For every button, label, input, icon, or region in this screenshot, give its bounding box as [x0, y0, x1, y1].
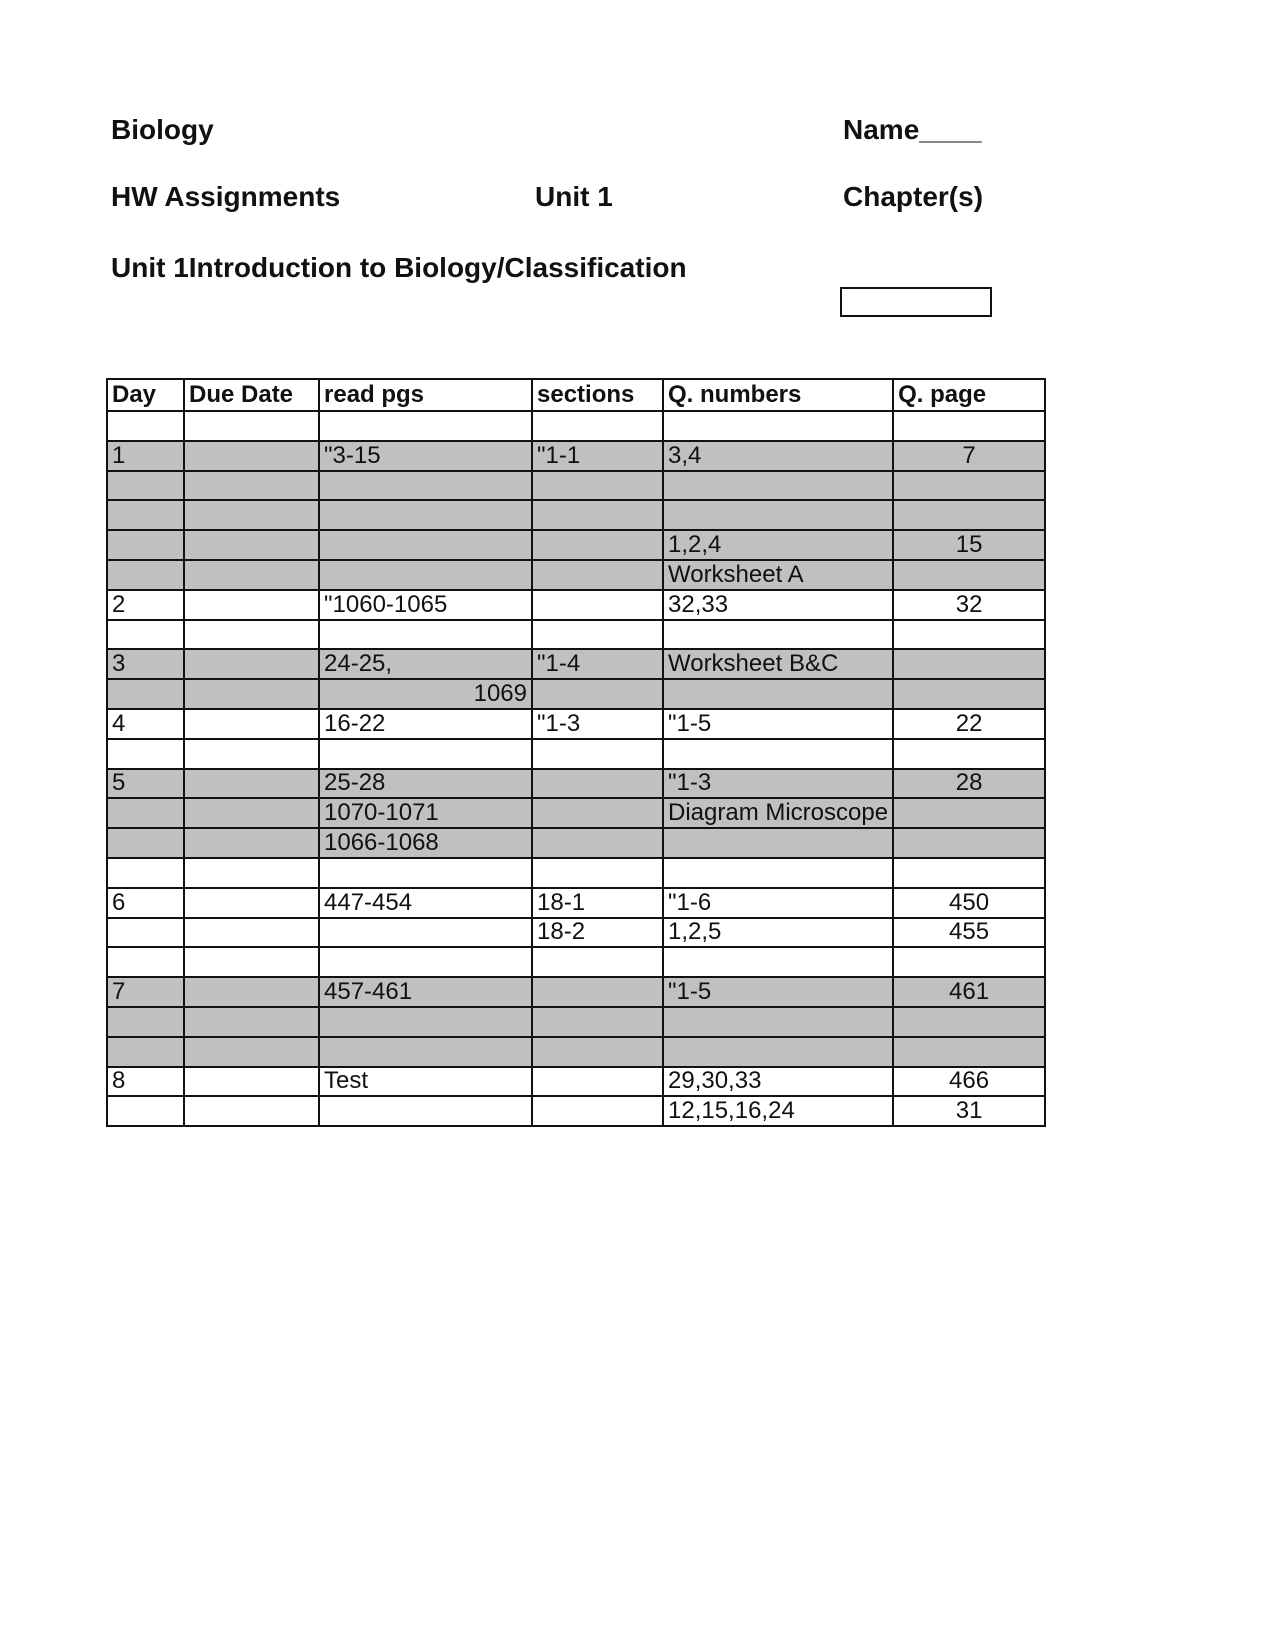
table-header-row [107, 379, 1045, 411]
cell-q-page: 31 [893, 1096, 1045, 1126]
cell-day [107, 1037, 184, 1067]
table-row [107, 649, 1045, 679]
cell-day: 8 [107, 1067, 184, 1097]
unit-title: Unit 1Introduction to Biology/Classification [111, 252, 687, 283]
cell-sections [532, 769, 663, 799]
cell-sections: "1-1 [532, 441, 663, 471]
table-row [107, 947, 1045, 977]
cell-sections: "1-3 [532, 709, 663, 739]
cell-q-numbers [663, 828, 893, 858]
cell-q-numbers: 32,33 [663, 590, 893, 620]
table-row [107, 560, 1045, 590]
cell-sections [532, 858, 663, 888]
cell-q-numbers [663, 947, 893, 977]
cell-q-page: 455 [893, 918, 1045, 948]
cell-q-page [893, 1007, 1045, 1037]
cell-q-numbers: 1,2,5 [663, 918, 893, 948]
cell-due-date [184, 709, 319, 739]
table-row [107, 828, 1045, 858]
cell-read-pgs: 1069 [319, 679, 532, 709]
cell-day [107, 500, 184, 530]
cell-q-numbers [663, 471, 893, 501]
cell-q-page [893, 620, 1045, 650]
cell-read-pgs [319, 858, 532, 888]
cell-read-pgs [319, 560, 532, 590]
cell-sections [532, 1007, 663, 1037]
cell-day [107, 560, 184, 590]
cell-read-pgs [319, 918, 532, 948]
cell-sections [532, 798, 663, 828]
table-row [107, 739, 1045, 769]
cell-q-numbers: 29,30,33 [663, 1067, 893, 1097]
cell-due-date [184, 1037, 319, 1067]
cell-q-page [893, 471, 1045, 501]
cell-read-pgs [319, 530, 532, 560]
cell-due-date [184, 590, 319, 620]
cell-due-date [184, 798, 319, 828]
table-row [107, 977, 1045, 1007]
cell-due-date [184, 530, 319, 560]
cell-sections [532, 560, 663, 590]
cell-day [107, 1007, 184, 1037]
table-row [107, 858, 1045, 888]
table-row [107, 1007, 1045, 1037]
cell-q-page: 466 [893, 1067, 1045, 1097]
cell-q-numbers [663, 1037, 893, 1067]
cell-sections [532, 1067, 663, 1097]
cell-day [107, 947, 184, 977]
cell-read-pgs [319, 1096, 532, 1126]
cell-due-date [184, 739, 319, 769]
cell-q-numbers [663, 620, 893, 650]
cell-read-pgs: 24-25, [319, 649, 532, 679]
cell-sections [532, 679, 663, 709]
table-row [107, 1096, 1045, 1126]
cell-sections: "1-4 [532, 649, 663, 679]
cell-day: 1 [107, 441, 184, 471]
cell-due-date [184, 977, 319, 1007]
cell-due-date [184, 888, 319, 918]
cell-q-page [893, 679, 1045, 709]
cell-read-pgs [319, 620, 532, 650]
cell-day: 5 [107, 769, 184, 799]
column-header-q-numbers: Q. numbers [663, 379, 893, 411]
table-row [107, 620, 1045, 650]
cell-due-date [184, 500, 319, 530]
cell-sections [532, 500, 663, 530]
cell-due-date [184, 918, 319, 948]
cell-read-pgs [319, 947, 532, 977]
cell-q-numbers: 12,15,16,24 [663, 1096, 893, 1126]
cell-day [107, 739, 184, 769]
column-header-sections: sections [532, 379, 663, 411]
cell-sections [532, 977, 663, 1007]
table-row [107, 500, 1045, 530]
table-row [107, 918, 1045, 948]
unit-label: Unit 1 [535, 181, 613, 212]
cell-read-pgs: "3-15 [319, 441, 532, 471]
cell-q-page: 461 [893, 977, 1045, 1007]
cell-q-numbers [663, 411, 893, 441]
cell-q-page: 22 [893, 709, 1045, 739]
cell-sections: 18-1 [532, 888, 663, 918]
cell-q-numbers: "1-5 [663, 977, 893, 1007]
cell-q-numbers: "1-3 [663, 769, 893, 799]
cell-q-numbers [663, 1007, 893, 1037]
cell-q-page [893, 858, 1045, 888]
cell-day [107, 620, 184, 650]
cell-sections [532, 1096, 663, 1126]
cell-sections [532, 471, 663, 501]
cell-read-pgs: 1070-1071 [319, 798, 532, 828]
cell-q-numbers [663, 679, 893, 709]
cell-sections [532, 828, 663, 858]
cell-due-date [184, 620, 319, 650]
cell-due-date [184, 649, 319, 679]
table-row [107, 441, 1045, 471]
cell-due-date [184, 679, 319, 709]
cell-sections [532, 590, 663, 620]
table-row [107, 411, 1045, 441]
cell-read-pgs: 16-22 [319, 709, 532, 739]
table-row [107, 769, 1045, 799]
cell-q-page [893, 798, 1045, 828]
cell-q-page: 450 [893, 888, 1045, 918]
cell-due-date [184, 471, 319, 501]
cell-q-numbers: 1,2,4 [663, 530, 893, 560]
assignments-table [106, 378, 1046, 1127]
chapters-label: Chapter(s) [843, 181, 984, 212]
column-header-read-pgs: read pgs [319, 379, 532, 411]
cell-due-date [184, 769, 319, 799]
chapters-entry-box[interactable] [840, 287, 992, 317]
column-header-due-date: Due Date [184, 379, 319, 411]
cell-sections [532, 947, 663, 977]
course-title: Biology [111, 114, 214, 145]
cell-q-page [893, 560, 1045, 590]
cell-read-pgs: Test [319, 1067, 532, 1097]
cell-due-date [184, 947, 319, 977]
cell-day [107, 798, 184, 828]
cell-q-page [893, 739, 1045, 769]
cell-q-page: 7 [893, 441, 1045, 471]
cell-read-pgs: 25-28 [319, 769, 532, 799]
cell-due-date [184, 1067, 319, 1097]
cell-sections [532, 739, 663, 769]
cell-day [107, 828, 184, 858]
table-row [107, 888, 1045, 918]
cell-day [107, 411, 184, 441]
cell-due-date [184, 858, 319, 888]
cell-day: 3 [107, 649, 184, 679]
table-row [107, 1067, 1045, 1097]
cell-q-numbers [663, 858, 893, 888]
cell-due-date [184, 560, 319, 590]
cell-sections [532, 530, 663, 560]
cell-read-pgs: "1060-1065 [319, 590, 532, 620]
cell-read-pgs [319, 1007, 532, 1037]
cell-q-page [893, 411, 1045, 441]
cell-read-pgs [319, 739, 532, 769]
cell-q-page: 15 [893, 530, 1045, 560]
name-label: Name____ [843, 114, 982, 145]
cell-day [107, 1096, 184, 1126]
cell-read-pgs [319, 411, 532, 441]
cell-day [107, 679, 184, 709]
cell-due-date [184, 828, 319, 858]
cell-day: 6 [107, 888, 184, 918]
cell-sections [532, 411, 663, 441]
cell-due-date [184, 1096, 319, 1126]
hw-assignments-label: HW Assignments [111, 181, 341, 212]
cell-day: 4 [107, 709, 184, 739]
cell-due-date [184, 441, 319, 471]
table-row [107, 709, 1045, 739]
cell-q-numbers: 3,4 [663, 441, 893, 471]
table-row [107, 471, 1045, 501]
cell-q-numbers [663, 500, 893, 530]
cell-q-numbers: Diagram Microscope [663, 798, 893, 828]
table-row [107, 1037, 1045, 1067]
table-row [107, 530, 1045, 560]
table-row [107, 590, 1045, 620]
cell-due-date [184, 411, 319, 441]
cell-q-numbers: Worksheet A [663, 560, 893, 590]
cell-day [107, 858, 184, 888]
cell-q-page [893, 649, 1045, 679]
cell-day [107, 471, 184, 501]
cell-sections [532, 1037, 663, 1067]
assignments-table-body [107, 379, 1045, 1126]
cell-due-date [184, 1007, 319, 1037]
table-row [107, 798, 1045, 828]
cell-sections [532, 620, 663, 650]
cell-read-pgs: 1066-1068 [319, 828, 532, 858]
column-header-q-page: Q. page [893, 379, 1045, 411]
cell-q-page [893, 1037, 1045, 1067]
cell-day [107, 918, 184, 948]
cell-day: 7 [107, 977, 184, 1007]
table-row [107, 679, 1045, 709]
cell-day: 2 [107, 590, 184, 620]
cell-q-numbers: "1-6 [663, 888, 893, 918]
cell-sections: 18-2 [532, 918, 663, 948]
cell-q-numbers: Worksheet B&C [663, 649, 893, 679]
cell-read-pgs: 457-461 [319, 977, 532, 1007]
cell-read-pgs [319, 471, 532, 501]
cell-read-pgs: 447-454 [319, 888, 532, 918]
cell-read-pgs [319, 500, 532, 530]
cell-q-page [893, 947, 1045, 977]
cell-q-numbers: "1-5 [663, 709, 893, 739]
cell-q-page [893, 500, 1045, 530]
cell-read-pgs [319, 1037, 532, 1067]
cell-q-page: 28 [893, 769, 1045, 799]
cell-day [107, 530, 184, 560]
column-header-day: Day [107, 379, 184, 411]
cell-q-page: 32 [893, 590, 1045, 620]
cell-q-page [893, 828, 1045, 858]
cell-q-numbers [663, 739, 893, 769]
